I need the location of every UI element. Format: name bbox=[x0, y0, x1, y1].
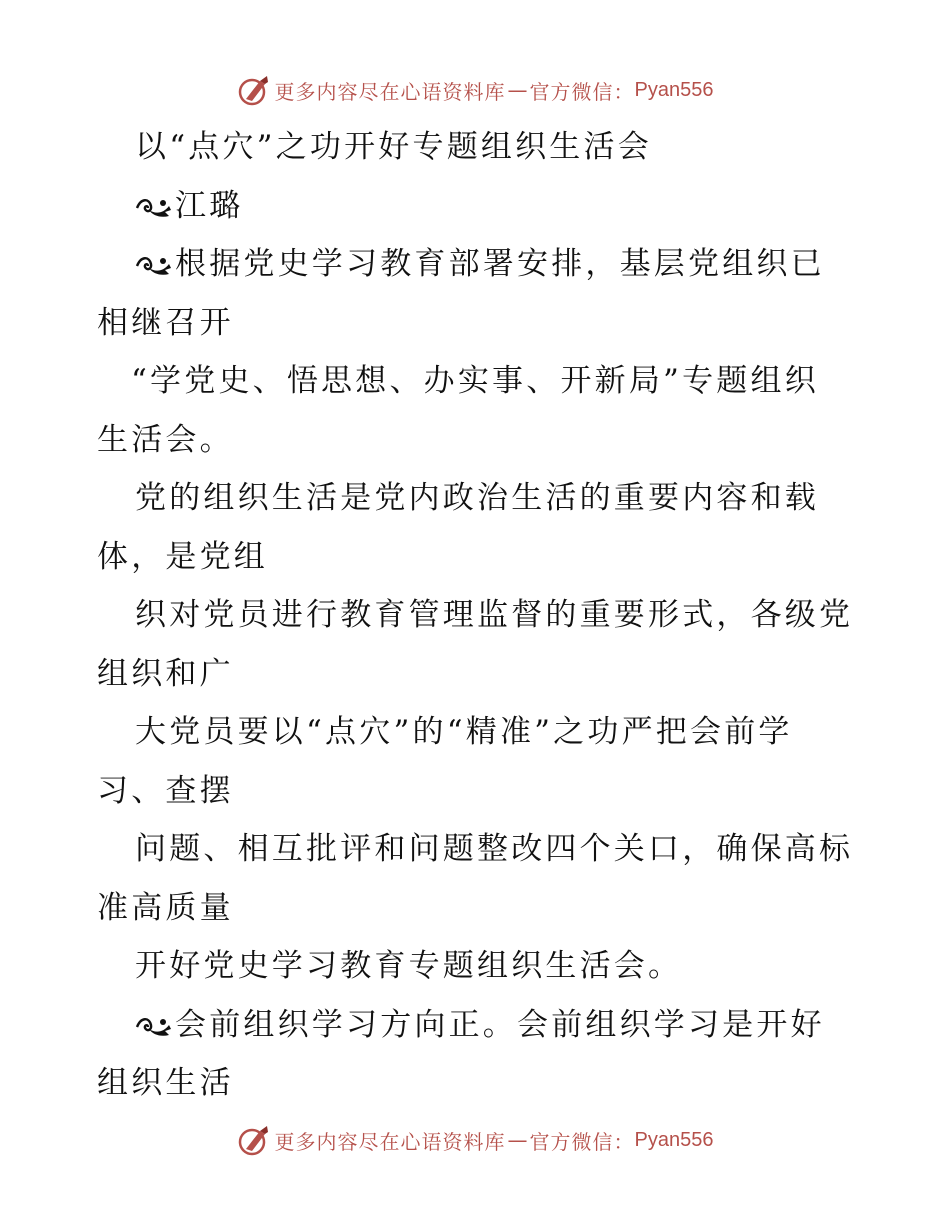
watermark-wechat-label: 官方微信： bbox=[529, 79, 635, 104]
paragraph-line: 大党员要以“点穴”的“精准”之功严把会前学 bbox=[135, 714, 793, 750]
watermark-wechat-id: Pyan556 bbox=[634, 1128, 714, 1151]
fleuron-icon bbox=[135, 1013, 173, 1037]
paragraph-line: 组织生活 bbox=[97, 1065, 234, 1101]
paragraph-line: 习、查摆 bbox=[97, 772, 234, 809]
paragraph-line: 党的组织生活是党内政治生活的重要内容和载 bbox=[135, 480, 819, 516]
watermark-separator: — bbox=[507, 78, 528, 102]
paragraph-line: “学党史、悟思想、办实事、开新局”专题组织 bbox=[131, 363, 819, 399]
document-title: 以“点穴”之功开好专题组织生活会 bbox=[135, 129, 652, 165]
fleuron-icon bbox=[135, 194, 173, 218]
paragraph-line: 体，是党组 bbox=[97, 538, 268, 575]
watermark-wechat-id: Pyan556 bbox=[634, 78, 714, 101]
paragraph-line: 准高质量 bbox=[97, 889, 234, 926]
paragraph-line: 织对党员进行教育管理监督的重要形式，各级党 bbox=[135, 597, 854, 633]
paragraph-line bbox=[97, 235, 857, 294]
paragraph-line bbox=[97, 996, 857, 1055]
document-body bbox=[97, 118, 857, 1113]
paragraph-text: 根据党史学习教育部署安排，基层党组织已 bbox=[175, 246, 825, 282]
author-line bbox=[97, 177, 857, 236]
paragraph-line: 生活会。 bbox=[97, 421, 234, 458]
footer-watermark bbox=[0, 1120, 950, 1160]
author-name: 江璐 bbox=[175, 187, 244, 224]
watermark-wechat-label: 官方微信： bbox=[529, 1129, 635, 1154]
paragraph-line: 组织和广 bbox=[97, 655, 234, 692]
fleuron-icon bbox=[135, 252, 173, 276]
paragraph-line: 问题、相互批评和问题整改四个关口，确保高标 bbox=[135, 831, 854, 867]
header-watermark bbox=[0, 70, 950, 110]
pen-logo-icon bbox=[237, 73, 271, 107]
watermark-text: 更多内容尽在心语资料库 bbox=[274, 79, 506, 104]
watermark-separator: — bbox=[507, 1128, 528, 1152]
paragraph-line: 开好党史学习教育专题组织生活会。 bbox=[135, 948, 683, 984]
paragraph-line: 相继召开 bbox=[97, 304, 234, 341]
pen-logo-icon bbox=[237, 1123, 271, 1157]
paragraph-text: 会前组织学习方向正。会前组织学习是开好 bbox=[175, 1006, 825, 1043]
watermark-text: 更多内容尽在心语资料库 bbox=[274, 1129, 506, 1154]
